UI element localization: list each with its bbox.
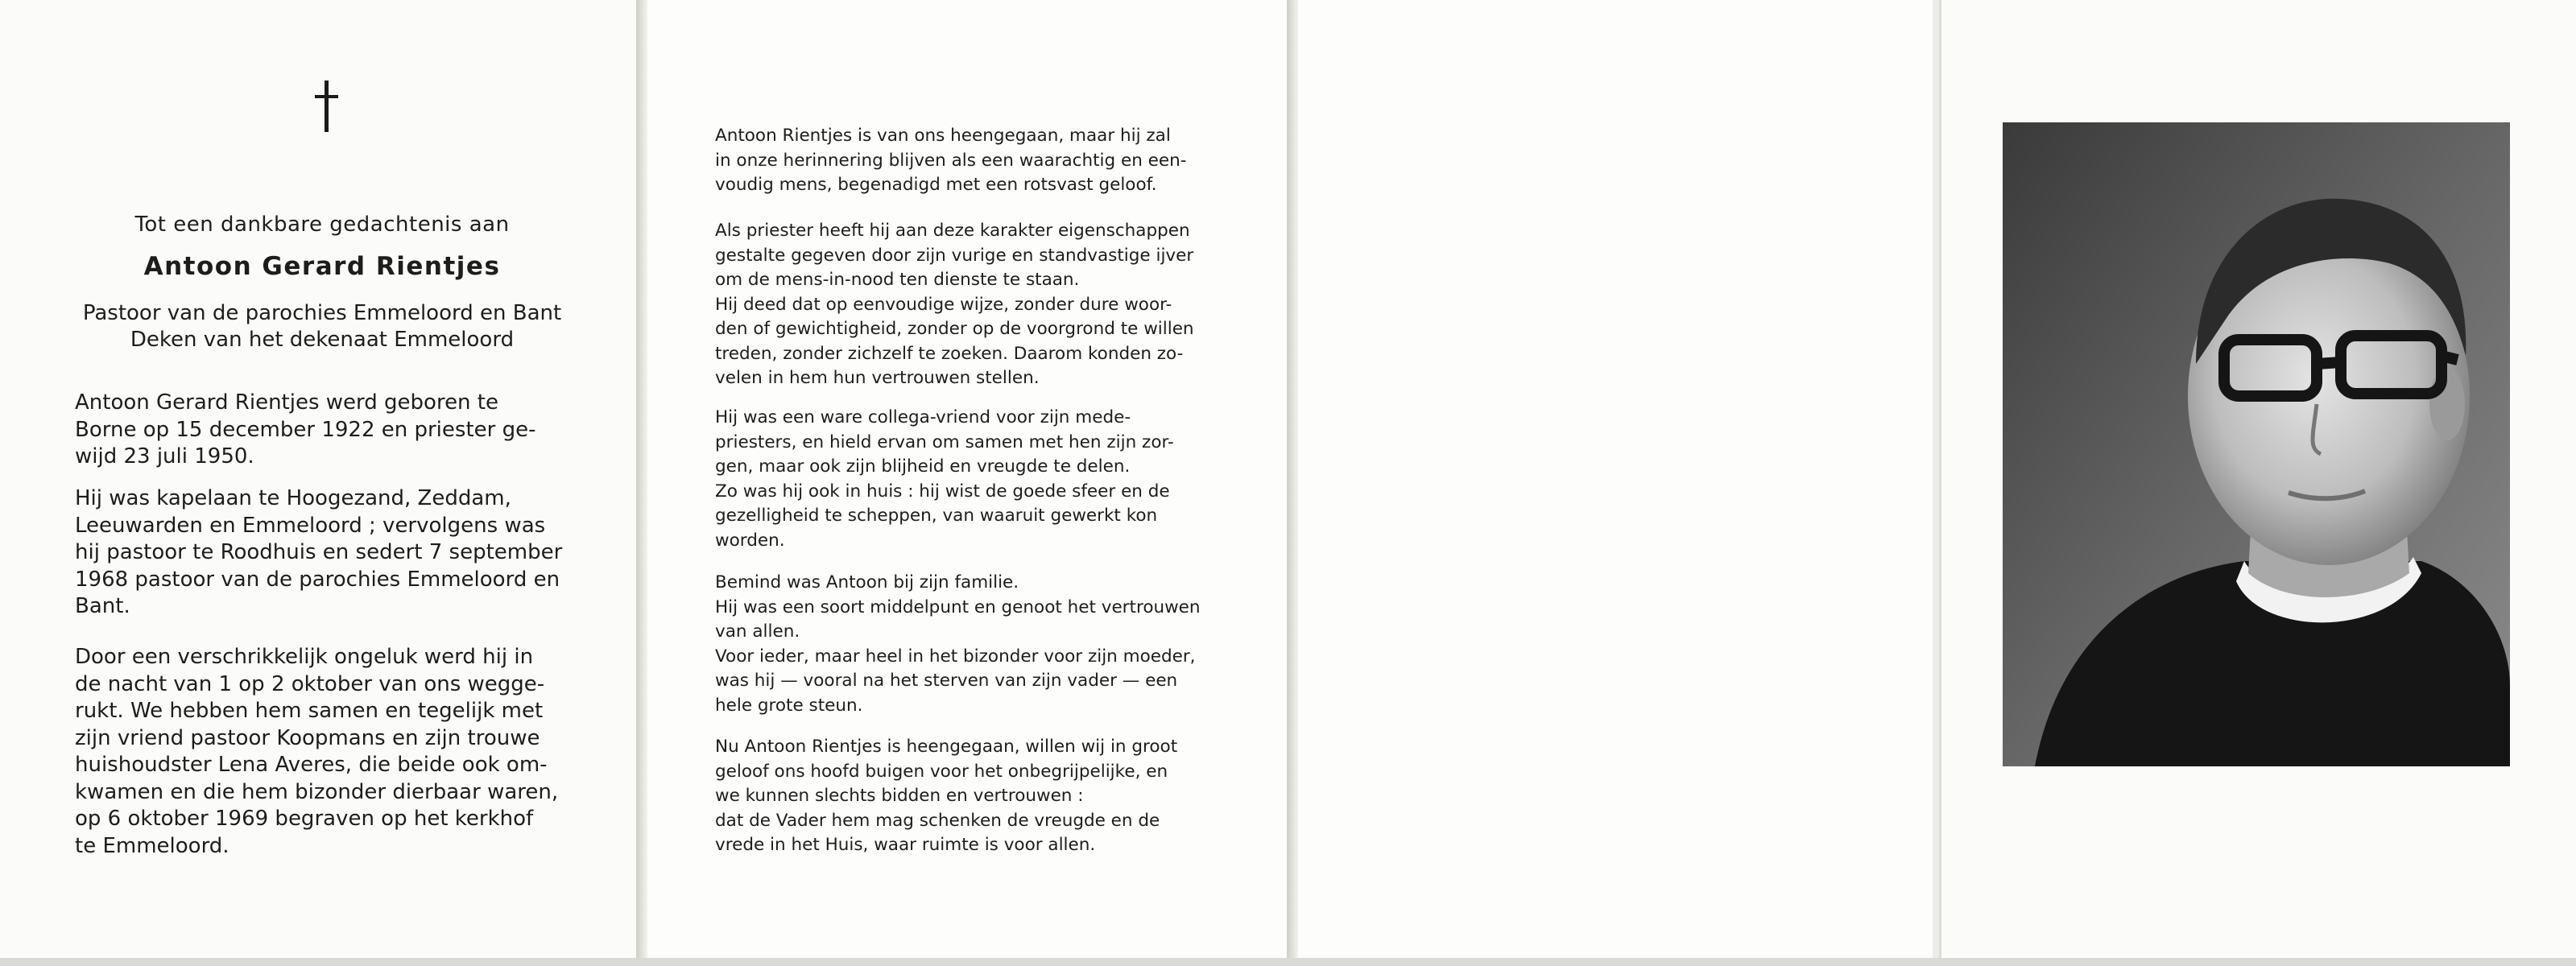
- text-line: Als priester heeft hij aan deze karakter eigenschappen: [715, 221, 1190, 241]
- text-line: Borne op 15 december 1922 en priester ge-: [75, 417, 536, 442]
- biography-paragraph: [75, 485, 582, 621]
- text-line: Zo was hij ook in huis : hij wist de goede sfeer en de: [715, 481, 1170, 502]
- text-line: zijn vriend pastoor Koopmans en zijn trouwe: [75, 725, 540, 750]
- panel-blank: [1298, 0, 1933, 960]
- fold-shadow: [1287, 0, 1298, 966]
- text-line: vrede in het Huis, waar ruimte is voor allen.: [715, 835, 1096, 855]
- text-line: Antoon Gerard Rientjes werd geboren te: [75, 390, 498, 415]
- text-line: om de mens-in-nood ten dienste te staan.: [715, 270, 1080, 290]
- text-line: velen in hem hun vertrouwen stellen.: [715, 368, 1040, 388]
- text-line: wijd 23 juli 1950.: [75, 444, 254, 469]
- biography-paragraph: [75, 644, 582, 860]
- text-line: treden, zonder zichzelf te zoeken. Daarom konden zo-: [715, 343, 1184, 364]
- function-line: Pastoor van de parochies Emmeloord en Bant: [82, 301, 562, 325]
- text-line: Hij was kapelaan te Hoogezand, Zeddam,: [75, 486, 511, 510]
- text-line: rukt. We hebben hem samen en tegelijk met: [75, 699, 544, 723]
- function-line: Deken van het dekenaat Emmeloord: [130, 328, 515, 352]
- text-line: Nu Antoon Rientjes is heengegaan, willen wij in groot: [715, 737, 1178, 757]
- text-line: dat de Vader hem mag schenken de vreugde en de: [715, 810, 1160, 831]
- scan-edge: [0, 958, 2576, 966]
- portrait-photo: [2003, 122, 2510, 766]
- text-line: voudig mens, begenadigd met een rotsvast geloof.: [715, 175, 1157, 195]
- text-line: gezelligheid te scheppen, van waaruit gewerkt kon: [715, 506, 1158, 526]
- text-line: Hij was een ware collega-vriend voor zijn mede-: [715, 407, 1131, 427]
- text-line: geloof ons hoofd buigen voor het onbegrijpelijke, en: [715, 761, 1168, 782]
- text-line: Antoon Rientjes is van ons heengegaan, maar hij zal: [715, 126, 1171, 146]
- text-line: kwamen en die hem bizonder dierbaar waren,: [75, 779, 559, 804]
- text-line: gen, maar ook zijn blijheid en vreugde te delen.: [715, 456, 1131, 477]
- text-line: hij pastoor te Roodhuis en sedert 7 september: [75, 540, 563, 564]
- biography-paragraph: [75, 390, 582, 471]
- portrait-illustration: [2003, 122, 2510, 766]
- text-line: Bant.: [75, 594, 130, 618]
- text-line: in onze herinnering blijven als een waarachtig en een-: [715, 150, 1187, 171]
- tribute-paragraph: [715, 124, 1221, 198]
- text-line: den of gewichtigheid, zonder op de voorgrond te willen: [715, 319, 1194, 339]
- text-line: van allen.: [715, 621, 800, 642]
- deceased-name: Antoon Gerard Rientjes: [143, 252, 501, 281]
- text-line: de nacht van 1 op 2 oktober van ons wegge-: [75, 671, 545, 696]
- text-line: 1968 pastoor van de parochies Emmeloord en: [75, 567, 560, 592]
- latin-cross-icon: [310, 80, 342, 137]
- text-line: Door een verschrikkelijk ongeluk werd hij in: [75, 645, 534, 669]
- text-line: Hij deed dat op eenvoudige wijze, zonder dure woor-: [715, 294, 1172, 315]
- function-title: [64, 300, 580, 353]
- text-line: was hij — vooral na het sterven van zijn vader — een: [715, 671, 1178, 691]
- fold-shadow: [636, 0, 647, 966]
- dedication-line: Tot een dankbare gedachtenis aan: [134, 213, 510, 237]
- tribute-paragraph: [715, 735, 1221, 858]
- text-line: Bemind was Antoon bij zijn familie.: [715, 572, 1019, 592]
- text-line: we kunnen slechts bidden en vertrouwen :: [715, 786, 1084, 806]
- tribute-paragraph: [715, 406, 1221, 553]
- tribute-paragraph: [715, 219, 1221, 391]
- text-line: worden.: [715, 530, 785, 551]
- text-line: huishoudster Lena Averes, die beide ook om-: [75, 753, 548, 777]
- text-line: Leeuwarden en Emmeloord ; vervolgens was: [75, 513, 546, 538]
- text-line: gestalte gegeven door zijn vurige en standvastige ijver: [715, 245, 1194, 266]
- text-line: Voor ieder, maar heel in het bizonder voor zijn moeder,: [715, 646, 1196, 667]
- tribute-paragraph: [715, 571, 1221, 718]
- text-line: hele grote steun.: [715, 695, 863, 716]
- text-line: Hij was een soort middelpunt en genoot het vertrouwen: [715, 597, 1201, 617]
- text-line: op 6 oktober 1969 begraven op het kerkhof: [75, 807, 534, 831]
- text-line: te Emmeloord.: [75, 833, 229, 858]
- text-line: priesters, en hield ervan om samen met hen zijn zor-: [715, 431, 1174, 452]
